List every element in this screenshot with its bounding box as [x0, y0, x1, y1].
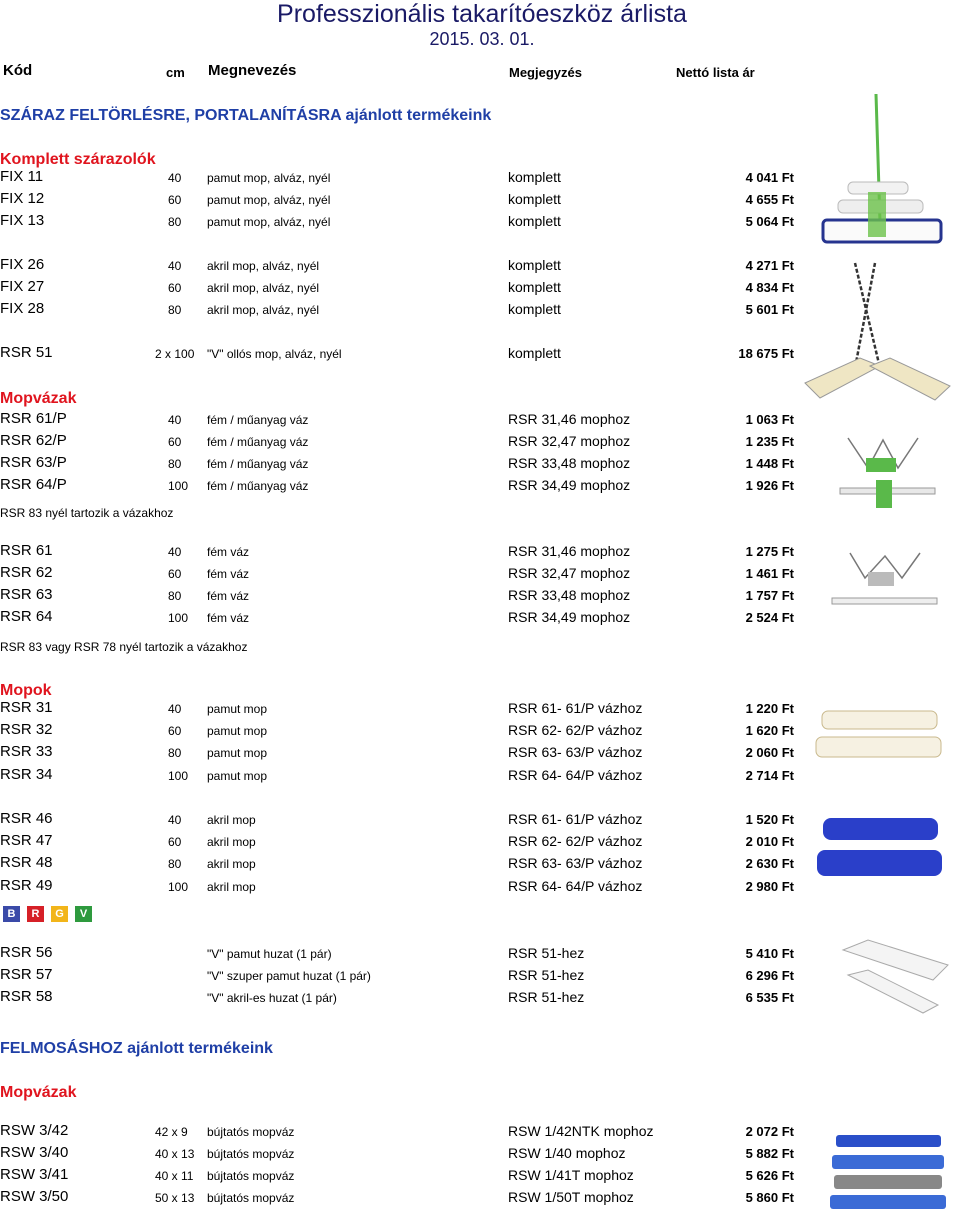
product-name: fém / műanyag váz [207, 479, 309, 493]
product-note: RSR 31,46 mophoz [508, 543, 631, 559]
product-name: akril mop [207, 857, 256, 871]
product-code: RSR 58 [0, 988, 53, 1005]
table-row [0, 810, 800, 830]
product-note: komplett [508, 213, 561, 229]
product-note: komplett [508, 257, 561, 273]
product-note: RSR 51-hez [508, 989, 585, 1005]
product-code: RSR 64/P [0, 476, 67, 493]
net-price: 4 655 Ft [745, 192, 794, 207]
size-cm: 100 [168, 769, 189, 783]
size-cm: 42 x 9 [155, 1125, 188, 1139]
product-code: RSR 31 [0, 699, 53, 716]
table-row [0, 608, 800, 628]
fix-acrylic-and-v-mop-image [800, 258, 960, 410]
net-price: 2 524 Ft [745, 610, 794, 625]
product-code: RSR 33 [0, 743, 53, 760]
net-price: 2 010 Ft [745, 834, 794, 849]
product-code: FIX 13 [0, 212, 45, 229]
column-header-cm: cm [166, 65, 185, 80]
acrylic-mop-image [815, 812, 945, 882]
section-dry-cleaning: SZÁRAZ FELTÖRLÉSRE, PORTALANÍTÁSRA ajánlott termékeink [0, 107, 492, 124]
product-note: RSR 62- 62/P vázhoz [508, 722, 643, 738]
net-price: 1 235 Ft [745, 434, 794, 449]
product-name: bújtatós mopváz [207, 1191, 295, 1205]
size-cm: 40 [168, 413, 182, 427]
size-cm: 80 [168, 215, 182, 229]
net-price: 5 882 Ft [745, 1146, 794, 1161]
net-price: 1 620 Ft [745, 723, 794, 738]
v-mop-cover-image [838, 935, 956, 1015]
product-code: FIX 11 [0, 168, 44, 185]
product-name: bújtatós mopváz [207, 1147, 295, 1161]
product-name: fém váz [207, 567, 250, 581]
table-row [0, 432, 800, 452]
product-name: pamut mop [207, 724, 268, 738]
net-price: 6 535 Ft [745, 990, 794, 1005]
product-note: RSR 31,46 mophoz [508, 411, 631, 427]
product-code: RSR 61/P [0, 410, 67, 427]
table-row [0, 586, 800, 606]
pocket-mop-frame-image [826, 1133, 952, 1213]
table-row [0, 190, 800, 210]
product-name: pamut mop [207, 769, 268, 783]
color-badge-yellow: G [51, 906, 68, 922]
size-cm: 60 [168, 435, 182, 449]
product-name: "V" szuper pamut huzat (1 pár) [207, 969, 371, 983]
product-code: RSW 3/40 [0, 1144, 69, 1161]
product-code: RSR 64 [0, 608, 53, 625]
product-name: akril mop, alváz, nyél [207, 281, 320, 295]
table-row [0, 988, 800, 1008]
table-row [0, 832, 800, 852]
size-cm: 40 [168, 813, 182, 827]
net-price: 4 041 Ft [745, 170, 794, 185]
product-name: pamut mop, alváz, nyél [207, 171, 331, 185]
product-name: pamut mop [207, 702, 268, 716]
product-name: bújtatós mopváz [207, 1169, 295, 1183]
net-price: 2 060 Ft [745, 745, 794, 760]
size-cm: 50 x 13 [155, 1191, 195, 1205]
net-price: 5 626 Ft [745, 1168, 794, 1183]
net-price: 1 063 Ft [745, 412, 794, 427]
product-code: RSR 47 [0, 832, 53, 849]
size-cm: 80 [168, 746, 182, 760]
product-code: FIX 28 [0, 300, 45, 317]
size-cm: 2 x 100 [155, 347, 195, 361]
color-badge-blue: B [3, 906, 20, 922]
net-price: 5 064 Ft [745, 214, 794, 229]
net-price: 4 271 Ft [745, 258, 794, 273]
product-name: akril mop, alváz, nyél [207, 303, 320, 317]
product-code: RSR 49 [0, 877, 53, 894]
product-name: akril mop [207, 835, 256, 849]
product-name: "V" akril-es huzat (1 pár) [207, 991, 337, 1005]
size-cm: 60 [168, 567, 182, 581]
product-name: "V" ollós mop, alváz, nyél [207, 347, 342, 361]
footnote-handle-p-frames: RSR 83 nyél tartozik a vázakhoz [0, 506, 174, 520]
size-cm: 60 [168, 281, 182, 295]
product-note: komplett [508, 345, 561, 361]
product-note: RSR 61- 61/P vázhoz [508, 700, 643, 716]
price-list-date: 2015. 03. 01. [429, 29, 535, 49]
color-badges [3, 906, 92, 922]
section-wet-mopping: FELMOSÁSHOZ ajánlott termékeink [0, 1040, 273, 1057]
table-row [0, 944, 800, 964]
product-note: RSR 64- 64/P vázhoz [508, 767, 643, 783]
table-row [0, 1166, 800, 1186]
net-price: 2 630 Ft [745, 856, 794, 871]
net-price: 4 834 Ft [745, 280, 794, 295]
table-row [0, 410, 800, 430]
table-row [0, 344, 800, 364]
product-name: akril mop [207, 880, 256, 894]
product-code: RSR 57 [0, 966, 53, 983]
product-note: RSR 63- 63/P vázhoz [508, 855, 643, 871]
size-cm: 80 [168, 589, 182, 603]
size-cm: 80 [168, 457, 182, 471]
footnote-handle-metal-frames: RSR 83 vagy RSR 78 nyél tartozik a vázakhoz [0, 640, 248, 654]
product-name: akril mop [207, 813, 256, 827]
product-code: RSR 63/P [0, 454, 67, 471]
product-code: RSR 48 [0, 854, 53, 871]
net-price: 2 714 Ft [745, 768, 794, 783]
category-mop-frames: Mopvázak [0, 390, 77, 407]
product-note: komplett [508, 191, 561, 207]
table-row [0, 877, 800, 897]
product-note: RSR 63- 63/P vázhoz [508, 744, 643, 760]
column-header-note: Megjegyzés [509, 65, 582, 80]
net-price: 5 410 Ft [745, 946, 794, 961]
product-code: FIX 12 [0, 190, 45, 207]
table-row [0, 212, 800, 232]
net-price: 1 275 Ft [745, 544, 794, 559]
fix-cotton-mop-set-image [808, 92, 948, 252]
net-price: 2 072 Ft [745, 1124, 794, 1139]
product-code: RSR 61 [0, 542, 53, 559]
product-note: RSR 33,48 mophoz [508, 455, 631, 471]
table-row [0, 966, 800, 986]
size-cm: 60 [168, 724, 182, 738]
product-note: RSR 34,49 mophoz [508, 609, 631, 625]
product-note: RSR 34,49 mophoz [508, 477, 631, 493]
size-cm: 100 [168, 880, 189, 894]
product-name: bújtatós mopváz [207, 1125, 295, 1139]
size-cm: 60 [168, 193, 182, 207]
size-cm: 40 x 13 [155, 1147, 195, 1161]
category-mops: Mopok [0, 682, 52, 699]
product-note: RSW 1/50T mophoz [508, 1189, 634, 1205]
table-row [0, 721, 800, 741]
product-note: RSR 62- 62/P vázhoz [508, 833, 643, 849]
product-name: pamut mop [207, 746, 268, 760]
metal-mop-frame-image [830, 548, 940, 618]
column-header-name: Megnevezés [208, 62, 297, 79]
net-price: 1 220 Ft [745, 701, 794, 716]
product-note: RSR 64- 64/P vázhoz [508, 878, 643, 894]
table-row [0, 699, 800, 719]
product-code: FIX 26 [0, 256, 45, 273]
net-price: 2 980 Ft [745, 879, 794, 894]
net-price: 18 675 Ft [738, 346, 794, 361]
product-code: RSR 46 [0, 810, 53, 827]
size-cm: 100 [168, 479, 189, 493]
net-price: 5 601 Ft [745, 302, 794, 317]
product-note: RSR 32,47 mophoz [508, 433, 631, 449]
net-price: 6 296 Ft [745, 968, 794, 983]
net-price: 1 448 Ft [745, 456, 794, 471]
column-header-code: Kód [3, 62, 33, 79]
net-price: 5 860 Ft [745, 1190, 794, 1205]
net-price: 1 757 Ft [745, 588, 794, 603]
product-note: komplett [508, 301, 561, 317]
table-row [0, 743, 800, 763]
cotton-mop-image [812, 705, 947, 763]
page-title: Professzionális takarítóeszköz árlista [277, 0, 687, 28]
product-name: fém váz [207, 611, 250, 625]
table-row [0, 1188, 800, 1208]
table-row [0, 1122, 800, 1142]
product-code: RSR 62/P [0, 432, 67, 449]
product-code: RSR 34 [0, 766, 53, 783]
product-note: RSW 1/41T mophoz [508, 1167, 634, 1183]
size-cm: 80 [168, 303, 182, 317]
table-row [0, 278, 800, 298]
color-badge-green: V [75, 906, 92, 922]
table-row [0, 854, 800, 874]
column-header-price: Nettó lista ár [676, 65, 755, 80]
product-name: fém váz [207, 589, 250, 603]
product-code: RSR 62 [0, 564, 53, 581]
product-name: pamut mop, alváz, nyél [207, 193, 331, 207]
size-cm: 40 [168, 545, 182, 559]
table-row [0, 454, 800, 474]
product-note: komplett [508, 169, 561, 185]
size-cm: 100 [168, 611, 189, 625]
product-note: RSR 61- 61/P vázhoz [508, 811, 643, 827]
product-code: RSR 56 [0, 944, 53, 961]
product-name: "V" pamut huzat (1 pár) [207, 947, 332, 961]
net-price: 1 520 Ft [745, 812, 794, 827]
table-row [0, 300, 800, 320]
product-code: RSW 3/41 [0, 1166, 69, 1183]
size-cm: 40 x 11 [155, 1169, 194, 1183]
size-cm: 40 [168, 259, 182, 273]
product-name: fém váz [207, 545, 250, 559]
size-cm: 40 [168, 171, 182, 185]
product-name: fém / műanyag váz [207, 413, 309, 427]
product-code: RSW 3/50 [0, 1188, 69, 1205]
product-note: RSR 51-hez [508, 967, 585, 983]
product-code: RSR 63 [0, 586, 53, 603]
product-note: RSR 32,47 mophoz [508, 565, 631, 581]
size-cm: 60 [168, 835, 182, 849]
color-badge-red: R [27, 906, 44, 922]
product-name: fém / műanyag váz [207, 435, 309, 449]
table-row [0, 564, 800, 584]
product-code: FIX 27 [0, 278, 45, 295]
category-wet-mop-frames: Mopvázak [0, 1084, 77, 1101]
table-row [0, 256, 800, 276]
table-row [0, 766, 800, 786]
net-price: 1 461 Ft [745, 566, 794, 581]
product-name: fém / műanyag váz [207, 457, 309, 471]
plastic-mop-frame-image [838, 428, 938, 518]
table-row [0, 1144, 800, 1164]
product-note: RSW 1/40 mophoz [508, 1145, 626, 1161]
product-name: pamut mop, alváz, nyél [207, 215, 331, 229]
product-code: RSR 32 [0, 721, 53, 738]
product-code: RSW 3/42 [0, 1122, 69, 1139]
product-note: komplett [508, 279, 561, 295]
product-note: RSW 1/42NTK mophoz [508, 1123, 654, 1139]
size-cm: 40 [168, 702, 182, 716]
table-row [0, 542, 800, 562]
table-row [0, 476, 800, 496]
product-name: akril mop, alváz, nyél [207, 259, 320, 273]
product-code: RSR 51 [0, 344, 53, 361]
size-cm: 80 [168, 857, 182, 871]
net-price: 1 926 Ft [745, 478, 794, 493]
product-note: RSR 33,48 mophoz [508, 587, 631, 603]
category-complete-sets: Komplett szárazolók [0, 151, 156, 168]
table-row [0, 168, 800, 188]
product-note: RSR 51-hez [508, 945, 585, 961]
